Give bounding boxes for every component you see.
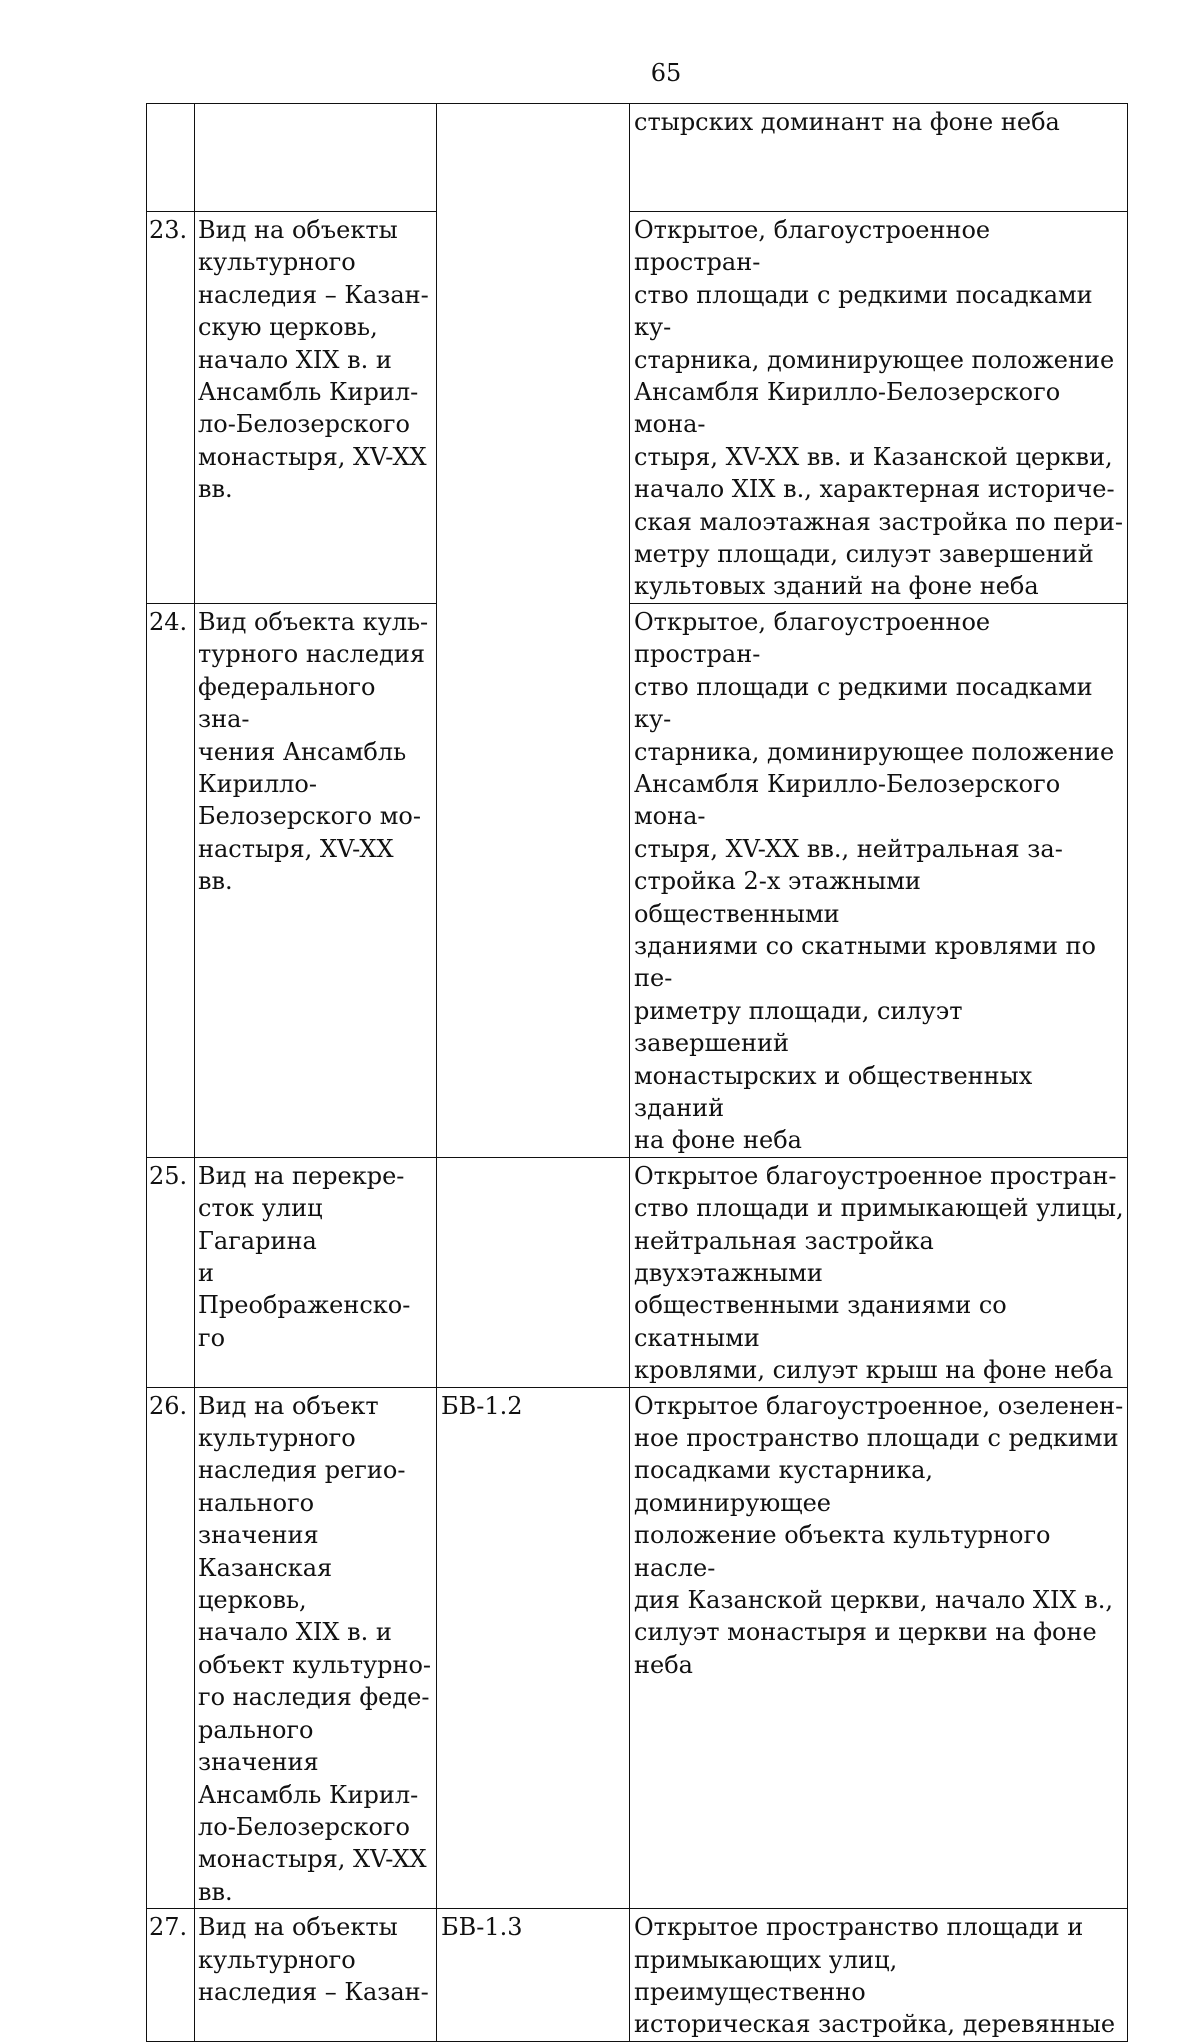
table-row	[147, 1387, 1128, 1909]
view-code-cell: БВ-1.2	[437, 1387, 630, 1909]
table-row	[147, 104, 1128, 212]
view-code-cell	[437, 1157, 630, 1387]
view-code-cell	[437, 603, 630, 1157]
view-code-cell	[437, 212, 630, 604]
row-number-cell: 24.	[147, 603, 195, 1157]
row-number-cell: 23.	[147, 212, 195, 604]
views-table	[146, 103, 1128, 2042]
table-row	[147, 603, 1128, 1157]
description-cell: Открытое пространство площади и примыкающих улиц, преимущественно историческая застройка, деревянные	[630, 1909, 1128, 2042]
description-cell: Открытое, благоустроенное простран- ство площади с редкими посадками ку- старника, доминирующее положение Ансамбля Кирилло-Белозерского мона- стыря, XV-XX вв. и Казанской церкви, начало XIX в., характерная историче- ская малоэтажная застройка по пери- метру площади, силуэт завершений культовых зданий на фоне неба	[630, 212, 1128, 604]
description-cell: стырских доминант на фоне неба	[630, 104, 1128, 212]
view-code-cell: БВ-1.3	[437, 1909, 630, 2042]
table-row	[147, 1157, 1128, 1387]
view-object-cell: Вид объекта куль- турного наследия федерального зна- чения Ансамбль Кирилло- Белозерского мо- настыря, XV-XX вв.	[195, 603, 437, 1157]
view-code-cell	[437, 104, 630, 212]
row-number-cell	[147, 104, 195, 212]
view-object-cell: Вид на перекре- сток улиц Гагарина и Преображенско- го	[195, 1157, 437, 1387]
view-object-cell: Вид на объект культурного наследия регио- нального значения Казанская церковь, начало XIX в. и объект культурно- го наследия феде- рального значения Ансамбль Кирил- ло-Белозерского монастыря, XV-XX вв.	[195, 1387, 437, 1909]
view-object-cell	[195, 104, 437, 212]
page-number: 65	[650, 59, 682, 87]
description-cell: Открытое благоустроенное простран- ство площади и примыкающей улицы, нейтральная застройка двухэтажными общественными зданиями со скатными кровлями, силуэт крыш на фоне неба	[630, 1157, 1128, 1387]
view-object-cell: Вид на объекты культурного наследия – Казан-	[195, 1909, 437, 2042]
row-number-cell: 27.	[147, 1909, 195, 2042]
table-row	[147, 212, 1128, 604]
row-number-cell: 26.	[147, 1387, 195, 1909]
views-table-container	[146, 103, 1128, 2042]
row-number-cell: 25.	[147, 1157, 195, 1387]
description-cell: Открытое благоустроенное, озеленен- ное пространство площади с редкими посадками кустарника, доминирующее положение объекта культурного насле- дия Казанской церкви, начало XIX в., силуэт монастыря и церкви на фоне неба	[630, 1387, 1128, 1909]
description-cell: Открытое, благоустроенное простран- ство площади с редкими посадками ку- старника, доминирующее положение Ансамбля Кирилло-Белозерского мона- стыря, XV-XX вв., нейтральная за- стройка 2-х этажными общественными зданиями со скатными кровлями по пе- риметру площади, силуэт завершений монастырских и общественных зданий на фоне неба	[630, 603, 1128, 1157]
view-object-cell: Вид на объекты культурного наследия – Казан- скую церковь, начало XIX в. и Ансамбль Кирил- ло-Белозерского монастыря, XV-XX вв.	[195, 212, 437, 604]
table-row	[147, 1909, 1128, 2042]
